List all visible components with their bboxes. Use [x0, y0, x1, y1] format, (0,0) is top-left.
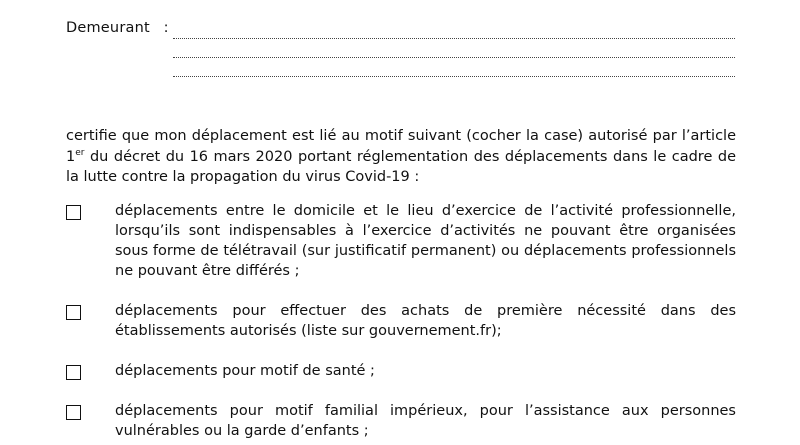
certification-statement: [66, 126, 736, 188]
address-label: Demeurant: [66, 20, 150, 36]
intro-superscript: er: [75, 147, 85, 158]
intro-text-part1: certifie que mon déplacement est lié au motif suivant (cocher la case) autorisé par l’article 1: [66, 128, 736, 165]
reason-label-health: déplacements pour motif de santé ;: [115, 363, 375, 379]
reason-label-purchases: déplacements pour effectuer des achats de première nécessité dans des établissements autorisés (liste sur gouvernement.fr);: [115, 303, 736, 339]
address-separator: :: [163, 20, 169, 36]
address-line-1[interactable]: [173, 38, 735, 39]
address-label-row: [66, 20, 169, 36]
intro-text-part2: du décret du 16 mars 2020 portant réglementation des déplacements dans le cadre de la lutte contre la propagation du virus Covid-19 :: [66, 148, 736, 185]
reason-label-family: déplacements pour motif familial impérieux, pour l’assistance aux personnes vulnérables ou la garde d’enfants ;: [115, 403, 736, 439]
address-line-2[interactable]: [173, 57, 735, 58]
reason-checkbox-purchases[interactable]: [66, 305, 81, 320]
reason-checkbox-work[interactable]: [66, 205, 81, 220]
reason-checkbox-family[interactable]: [66, 405, 81, 420]
address-line-3[interactable]: [173, 76, 735, 77]
reason-label-work: déplacements entre le domicile et le lieu d’exercice de l’activité professionnelle, lorsqu’ils sont indispensables à l’exercice d’activités ne pouvant être organisées sous forme de télétravail (sur justificatif permanent) ou déplacements professionnels ne pouvant être différés ;: [115, 203, 736, 279]
reason-checkbox-health[interactable]: [66, 365, 81, 380]
